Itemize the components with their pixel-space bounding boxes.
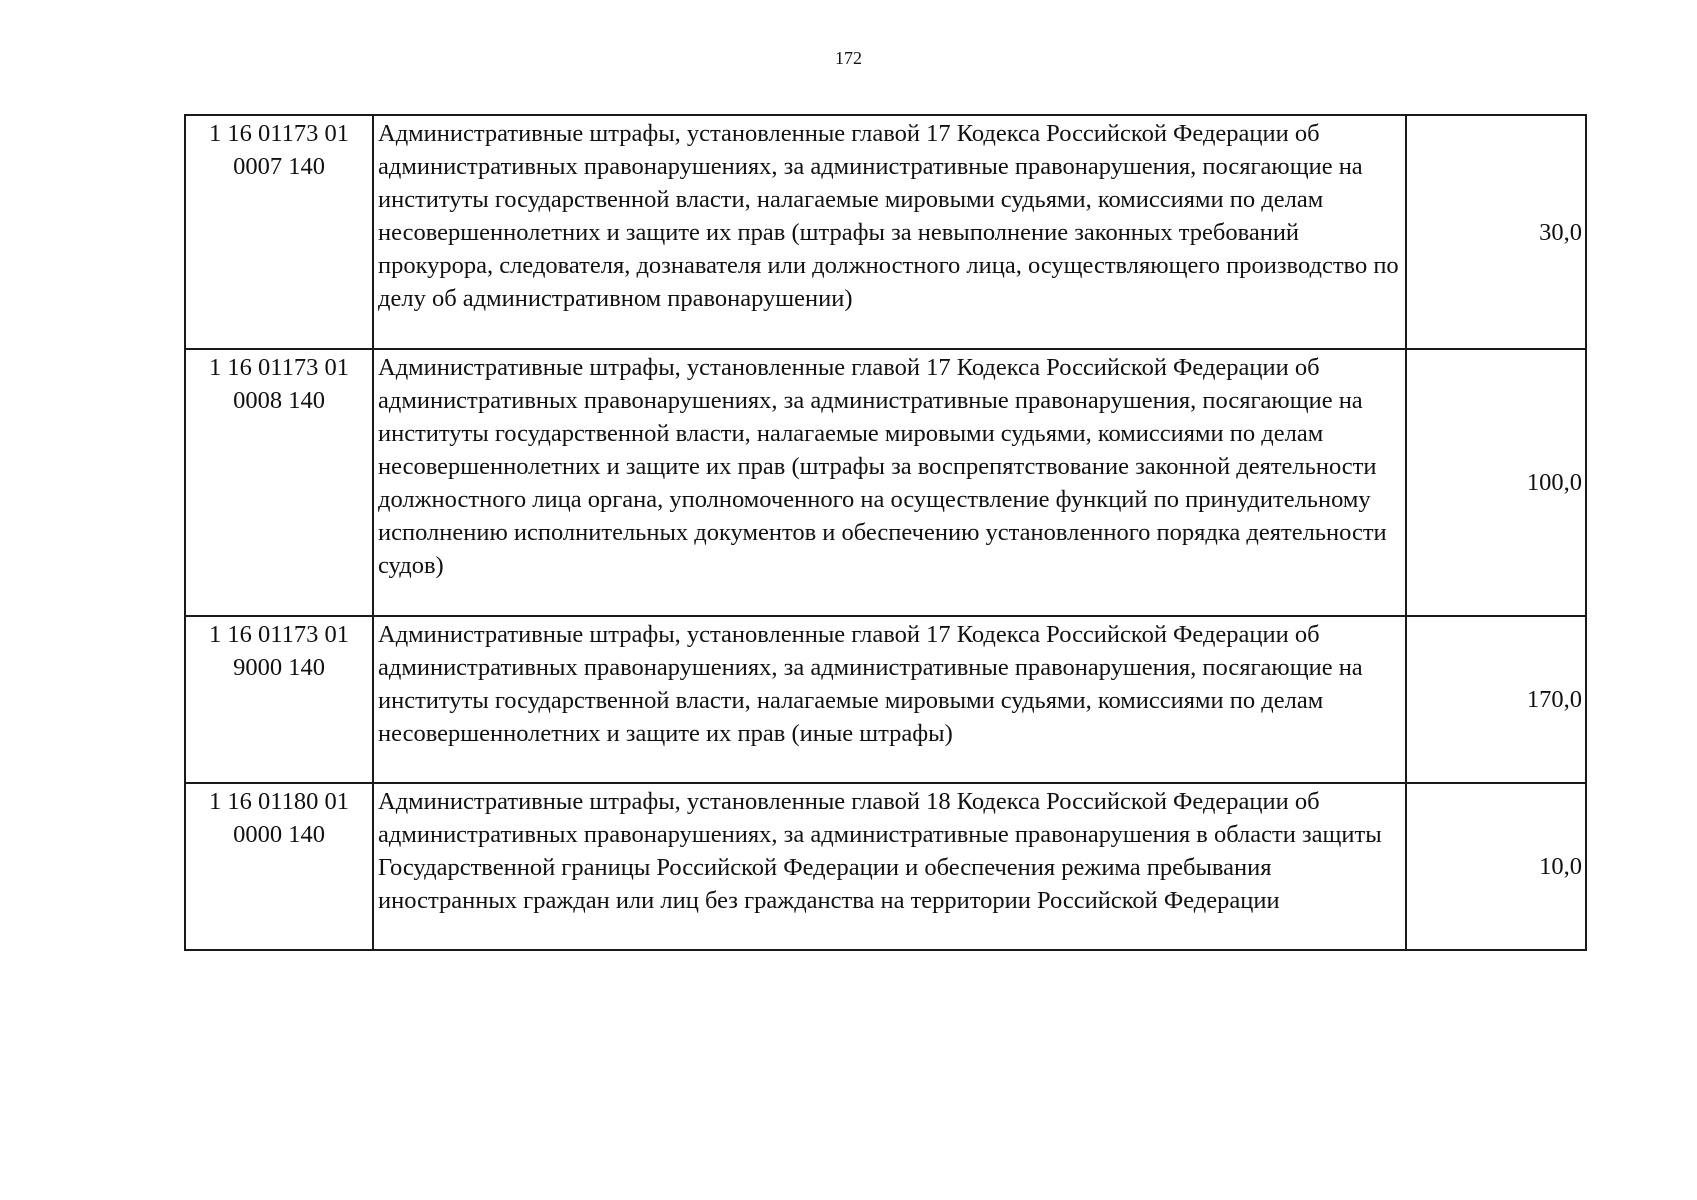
budget-revenue-table: [184, 114, 1587, 951]
page-number: 172: [835, 48, 862, 68]
revenue-description-cell: Административные штрафы, установленные главой 17 Кодекса Российской Федерации об административных правонарушениях, за административные правонарушения, посягающие на институты государственной власти, налагаемые мировыми судьями, комиссиями по делам несовершеннолетних и защите их прав (иные штрафы): [373, 616, 1406, 783]
amount-cell: 30,0: [1406, 115, 1586, 349]
amount-cell: 170,0: [1406, 616, 1586, 783]
classification-code-line: 1 16 01173 01: [209, 354, 349, 381]
classification-code-cell: [185, 349, 373, 616]
classification-code-line: 0007 140: [233, 153, 325, 180]
classification-code-line: 0000 140: [233, 821, 325, 848]
table-row: [185, 616, 1586, 783]
revenue-description-cell: Административные штрафы, установленные главой 17 Кодекса Российской Федерации об административных правонарушениях, за административные правонарушения, посягающие на институты государственной власти, налагаемые мировыми судьями, комиссиями по делам несовершеннолетних и защите их прав (штрафы за невыполнение законных требований прокурора, следователя, дознавателя или должностного лица, осуществляющего производство по делу об административном правонарушении): [373, 115, 1406, 349]
amount-cell: 10,0: [1406, 783, 1586, 950]
table-row: [185, 115, 1586, 349]
classification-code-line: 1 16 01173 01: [209, 621, 349, 648]
classification-code-cell: [185, 115, 373, 349]
revenue-description-cell: Административные штрафы, установленные главой 17 Кодекса Российской Федерации об административных правонарушениях, за административные правонарушения, посягающие на институты государственной власти, налагаемые мировыми судьями, комиссиями по делам несовершеннолетних и защите их прав (штрафы за воспрепятствование законной деятельности должностного лица органа, уполномоченного на осуществление функций по принудительному исполнению исполнительных документов и обеспечению установленного порядка деятельности судов): [373, 349, 1406, 616]
classification-code-line: 1 16 01180 01: [209, 788, 349, 815]
revenue-description-cell: Административные штрафы, установленные главой 18 Кодекса Российской Федерации об административных правонарушениях, за административные правонарушения в области защиты Государственной границы Российской Федерации и обеспечения режима пребывания иностранных граждан или лиц без гражданства на территории Российской Федерации: [373, 783, 1406, 950]
classification-code-line: 1 16 01173 01: [209, 120, 349, 147]
amount-cell: 100,0: [1406, 349, 1586, 616]
table-row: [185, 349, 1586, 616]
classification-code-line: 9000 140: [233, 654, 325, 681]
classification-code-line: 0008 140: [233, 387, 325, 414]
classification-code-cell: [185, 783, 373, 950]
table-row: [185, 783, 1586, 950]
classification-code-cell: [185, 616, 373, 783]
